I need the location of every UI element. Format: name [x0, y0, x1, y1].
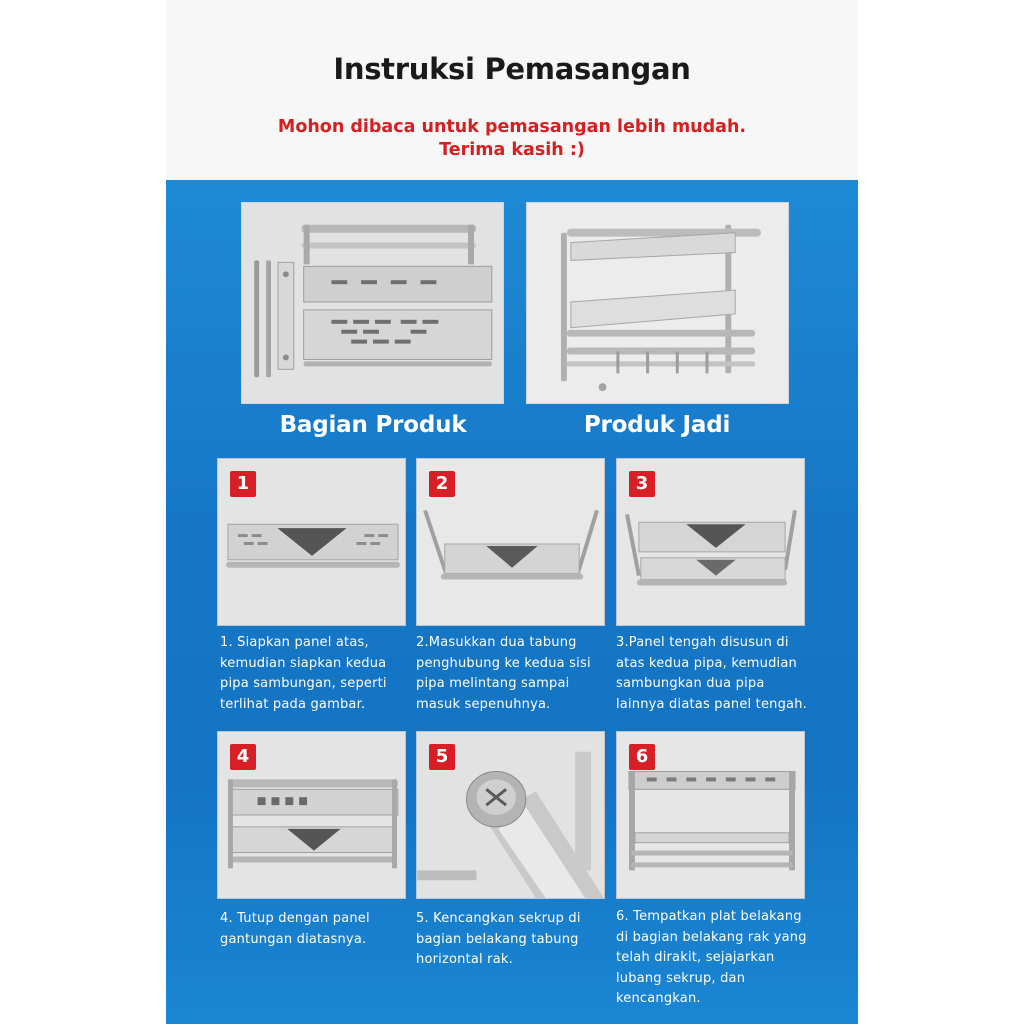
- product-parts-photo: [241, 202, 504, 404]
- step-3-badge: 3: [629, 471, 655, 497]
- page-title: Instruksi Pemasangan: [333, 52, 691, 86]
- step-1-badge: 1: [230, 471, 256, 497]
- step-5-photo: [416, 731, 605, 899]
- step-6-badge: 6: [629, 744, 655, 770]
- finished-product-label: Produk Jadi: [583, 412, 731, 438]
- page-subtitle: [166, 116, 858, 162]
- step-3-text: 3.Panel tengah disusun di atas kedua pipa, kemudian sambungkan dua pipa lainnya diatas panel tengah.: [616, 635, 807, 712]
- finished-product-photo: [526, 202, 789, 404]
- step-2-badge: 2: [429, 471, 455, 497]
- step-5-badge: 5: [429, 744, 455, 770]
- step-2-text: 2.Masukkan dua tabung penghubung ke kedua sisi pipa melintang sampai masuk sepenuhnya.: [416, 635, 591, 712]
- step-6-photo: [616, 731, 805, 899]
- step-1-photo: [217, 458, 406, 626]
- step-2-photo: [416, 458, 605, 626]
- step-5-text: 5. Kencangkan sekrup di bagian belakang tabung horizontal rak.: [416, 911, 581, 967]
- step-4-photo: [217, 731, 406, 899]
- step-3-photo: [616, 458, 805, 626]
- step-4-text: 4. Tutup dengan panel gantungan diatasnya.: [220, 911, 370, 947]
- step-4-badge: 4: [230, 744, 256, 770]
- subtitle-line-2: Terima kasih :): [439, 140, 585, 160]
- subtitle-line-1: Mohon dibaca untuk pemasangan lebih mudah.: [277, 117, 747, 137]
- product-parts-label: Bagian Produk: [279, 412, 467, 438]
- step-6-text: 6. Tempatkan plat belakang di bagian belakang rak yang telah dirakit, sejajarkan lubang sekrup, dan kencangkan.: [616, 909, 807, 1006]
- step-1-text: 1. Siapkan panel atas, kemudian siapkan kedua pipa sambungan, seperti terlihat pada gambar.: [220, 635, 387, 712]
